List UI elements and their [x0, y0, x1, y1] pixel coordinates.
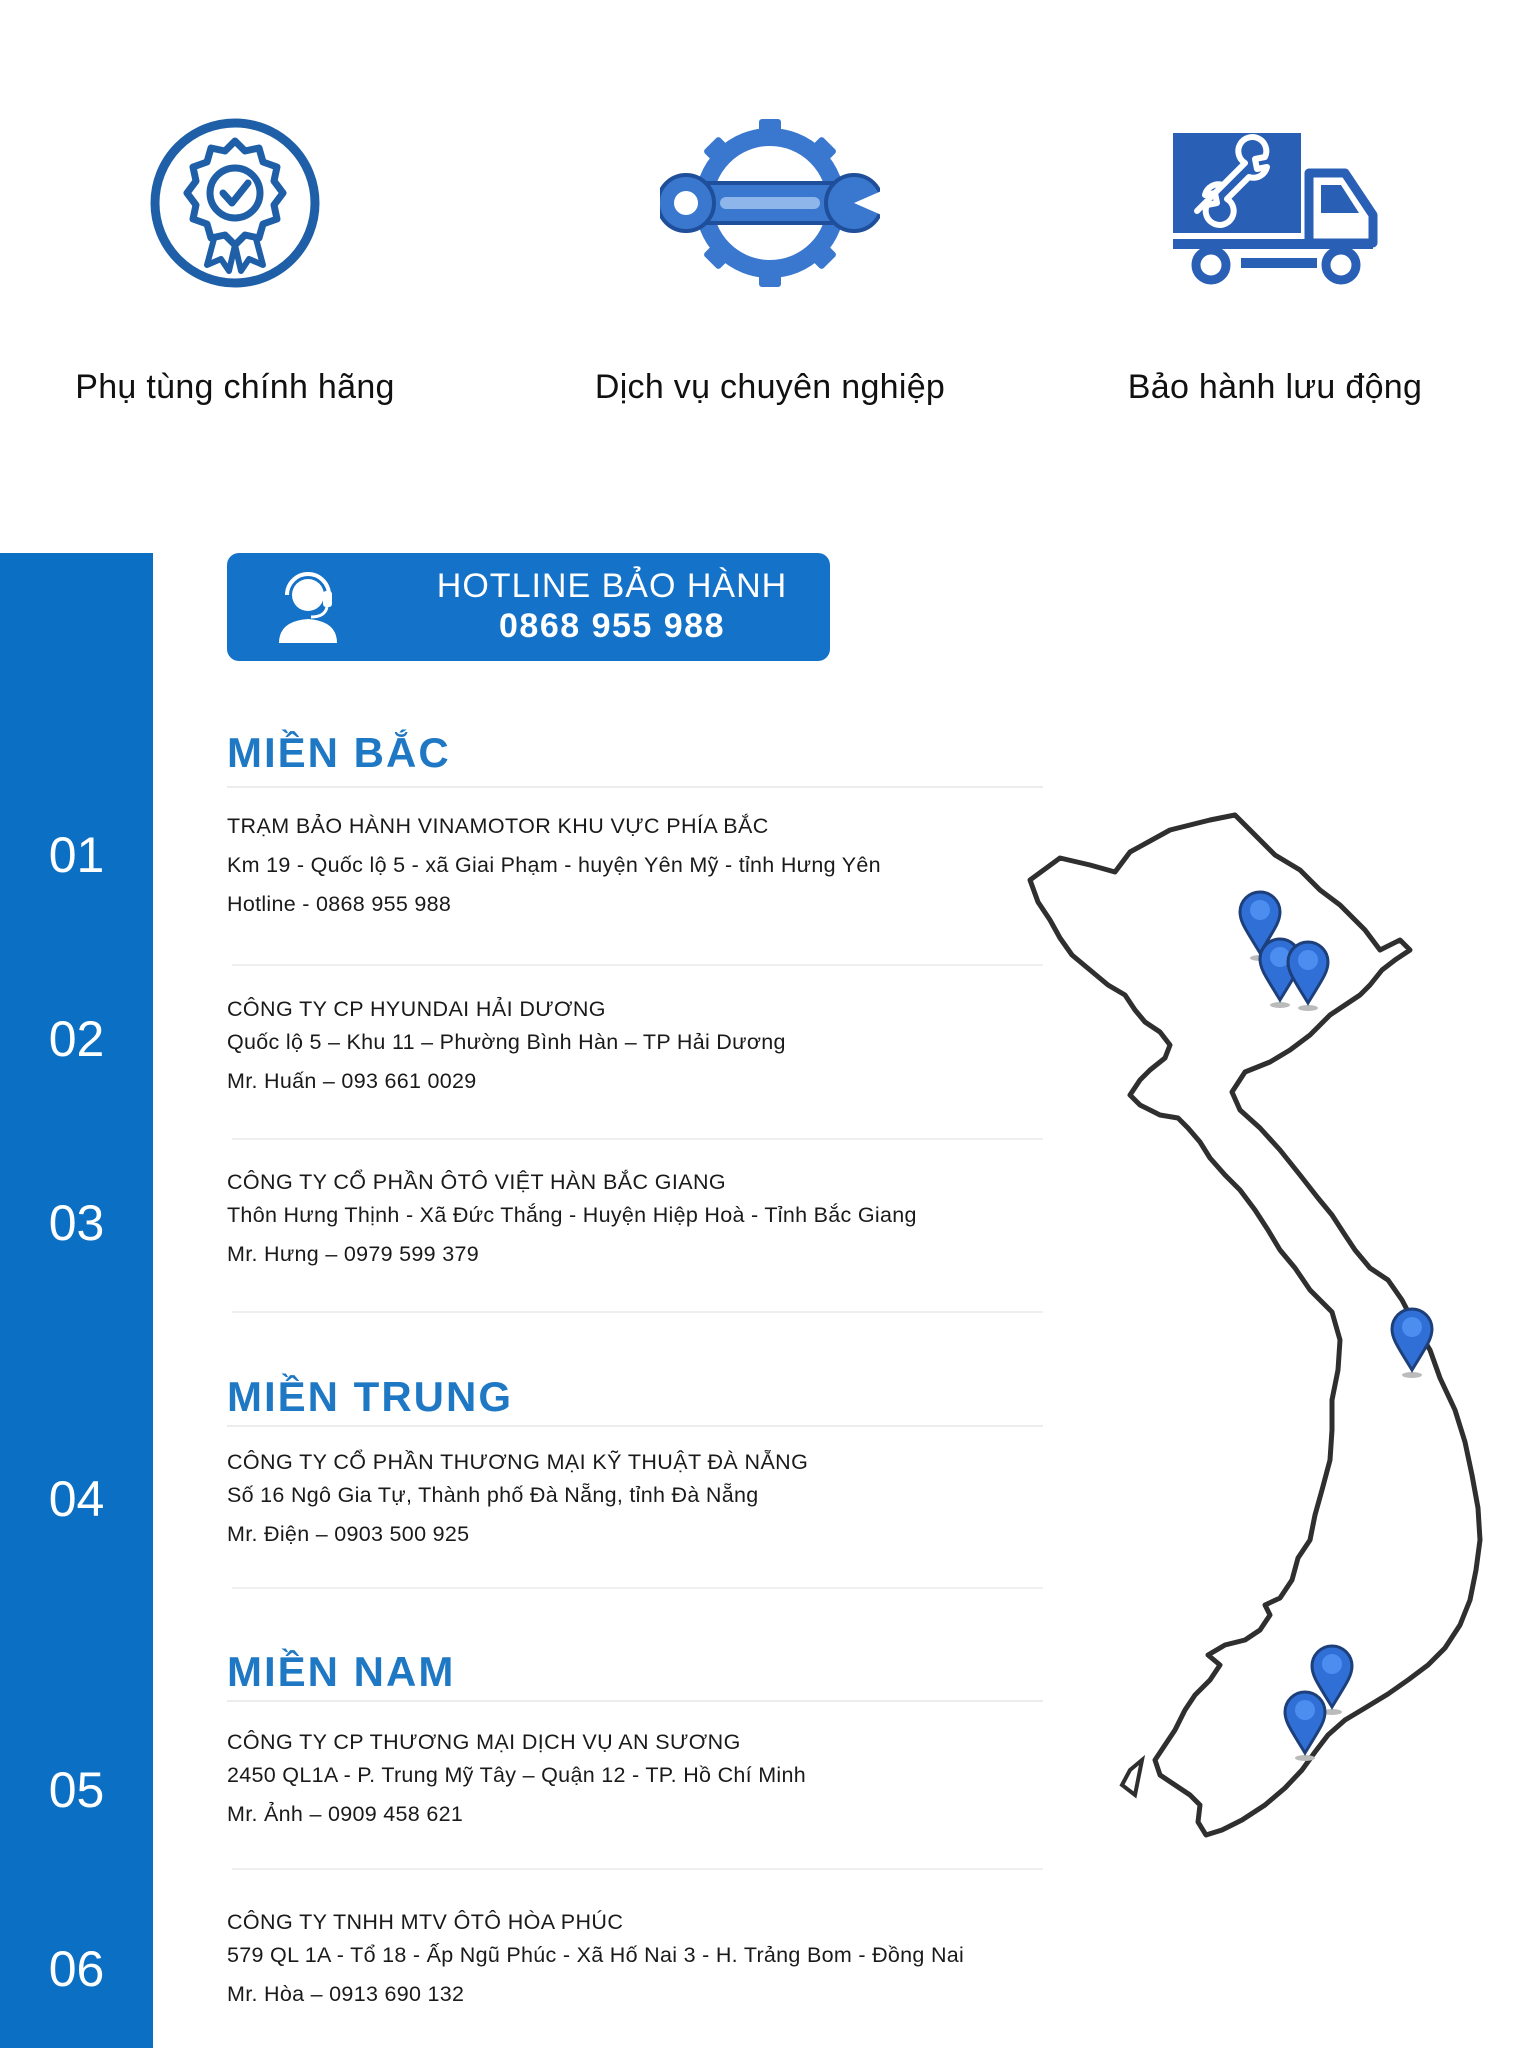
service-truck-icon: [1065, 88, 1485, 318]
entry-contact: Mr. Ảnh – 0909 458 621: [227, 1802, 464, 1826]
divider: [227, 1425, 1043, 1427]
divider: [232, 1868, 1043, 1870]
headset-support-icon: [275, 571, 345, 648]
entry-number: 06: [48, 1941, 105, 1997]
feature-genuine-parts: [25, 88, 445, 407]
region-heading-central: MIỀN TRUNG: [227, 1373, 513, 1420]
entry-contact: Mr. Điện – 0903 500 925: [227, 1522, 470, 1546]
list-item: [227, 1730, 1047, 1827]
feature-label: Phụ tùng chính hãng: [75, 368, 395, 406]
divider: [232, 964, 1043, 966]
entry-number: 04: [48, 1471, 105, 1527]
list-item: [227, 1450, 1047, 1547]
entry-address: Km 19 - Quốc lộ 5 - xã Giai Phạm - huyện Yên Mỹ - tỉnh Hưng Yên: [227, 853, 881, 877]
hotline-button[interactable]: [227, 553, 830, 661]
divider: [232, 1587, 1043, 1589]
entry-number: 03: [48, 1195, 105, 1251]
entry-contact: Mr. Hòa – 0913 690 132: [227, 1982, 465, 2006]
location-pin-icon: [1288, 942, 1328, 1011]
region-heading-south: MIỀN NAM: [227, 1648, 456, 1695]
list-item: [227, 1170, 1047, 1267]
divider: [232, 1311, 1043, 1313]
entry-contact: Mr. Hưng – 0979 599 379: [227, 1242, 479, 1266]
entry-address: 2450 QL1A - P. Trung Mỹ Tây – Quận 12 - TP. Hồ Chí Minh: [227, 1763, 806, 1787]
entry-number: 05: [48, 1762, 105, 1818]
divider: [232, 1138, 1043, 1140]
entry-contact: Hotline - 0868 955 988: [227, 892, 452, 916]
entry-number: 02: [48, 1011, 105, 1067]
feature-professional-service: [560, 88, 980, 407]
region-heading-north: MIỀN BẮC: [227, 729, 451, 776]
entry-contact: Mr. Huấn – 093 661 0029: [227, 1069, 477, 1093]
entry-address: Thôn Hưng Thịnh - Xã Đức Thắng - Huyện Hiệp Hoà - Tỉnh Bắc Giang: [227, 1203, 917, 1227]
entry-name: TRẠM BẢO HÀNH VINAMOTOR KHU VỰC PHÍA BẮC: [227, 814, 769, 838]
list-item: [227, 997, 1047, 1094]
entry-name: CÔNG TY TNHH MTV ÔTÔ HÒA PHÚC: [227, 1910, 624, 1934]
hotline-phone[interactable]: 0868 955 988: [499, 607, 725, 645]
list-item: [227, 1910, 1047, 2007]
feature-label: Dịch vụ chuyên nghiệp: [594, 368, 946, 406]
sidebar: [0, 553, 153, 2048]
entry-name: CÔNG TY CỔ PHẦN THƯƠNG MẠI KỸ THUẬT ĐÀ NẴNG: [227, 1450, 809, 1474]
divider: [227, 1700, 1043, 1702]
gear-wrench-icon: [560, 88, 980, 318]
feature-label: Bảo hành lưu động: [1127, 368, 1423, 406]
divider: [227, 786, 1043, 788]
entry-address: Quốc lộ 5 – Khu 11 – Phường Bình Hàn – TP Hải Dương: [227, 1030, 786, 1054]
entry-address: 579 QL 1A - Tổ 18 - Ấp Ngũ Phúc - Xã Hố Nai 3 - H. Trảng Bom - Đồng Nai: [227, 1943, 965, 1967]
hotline-title: HOTLINE BẢO HÀNH: [436, 567, 788, 605]
entry-address: Số 16 Ngô Gia Tự, Thành phố Đà Nẵng, tỉnh Đà Nẵng: [227, 1483, 759, 1507]
entry-name: CÔNG TY CP THƯƠNG MẠI DỊCH VỤ AN SƯƠNG: [227, 1730, 741, 1754]
certified-badge-icon: [25, 88, 445, 318]
vietnam-map-icon: [1010, 810, 1530, 1915]
entry-name: CÔNG TY CỔ PHẦN ÔTÔ VIỆT HÀN BẮC GIANG: [227, 1170, 727, 1194]
list-item: [227, 814, 1047, 917]
entry-name: CÔNG TY CP HYUNDAI HẢI DƯƠNG: [227, 997, 606, 1021]
location-pin-icon: [1392, 1309, 1432, 1378]
entry-number: 01: [48, 827, 105, 883]
feature-mobile-warranty: [1065, 88, 1485, 407]
